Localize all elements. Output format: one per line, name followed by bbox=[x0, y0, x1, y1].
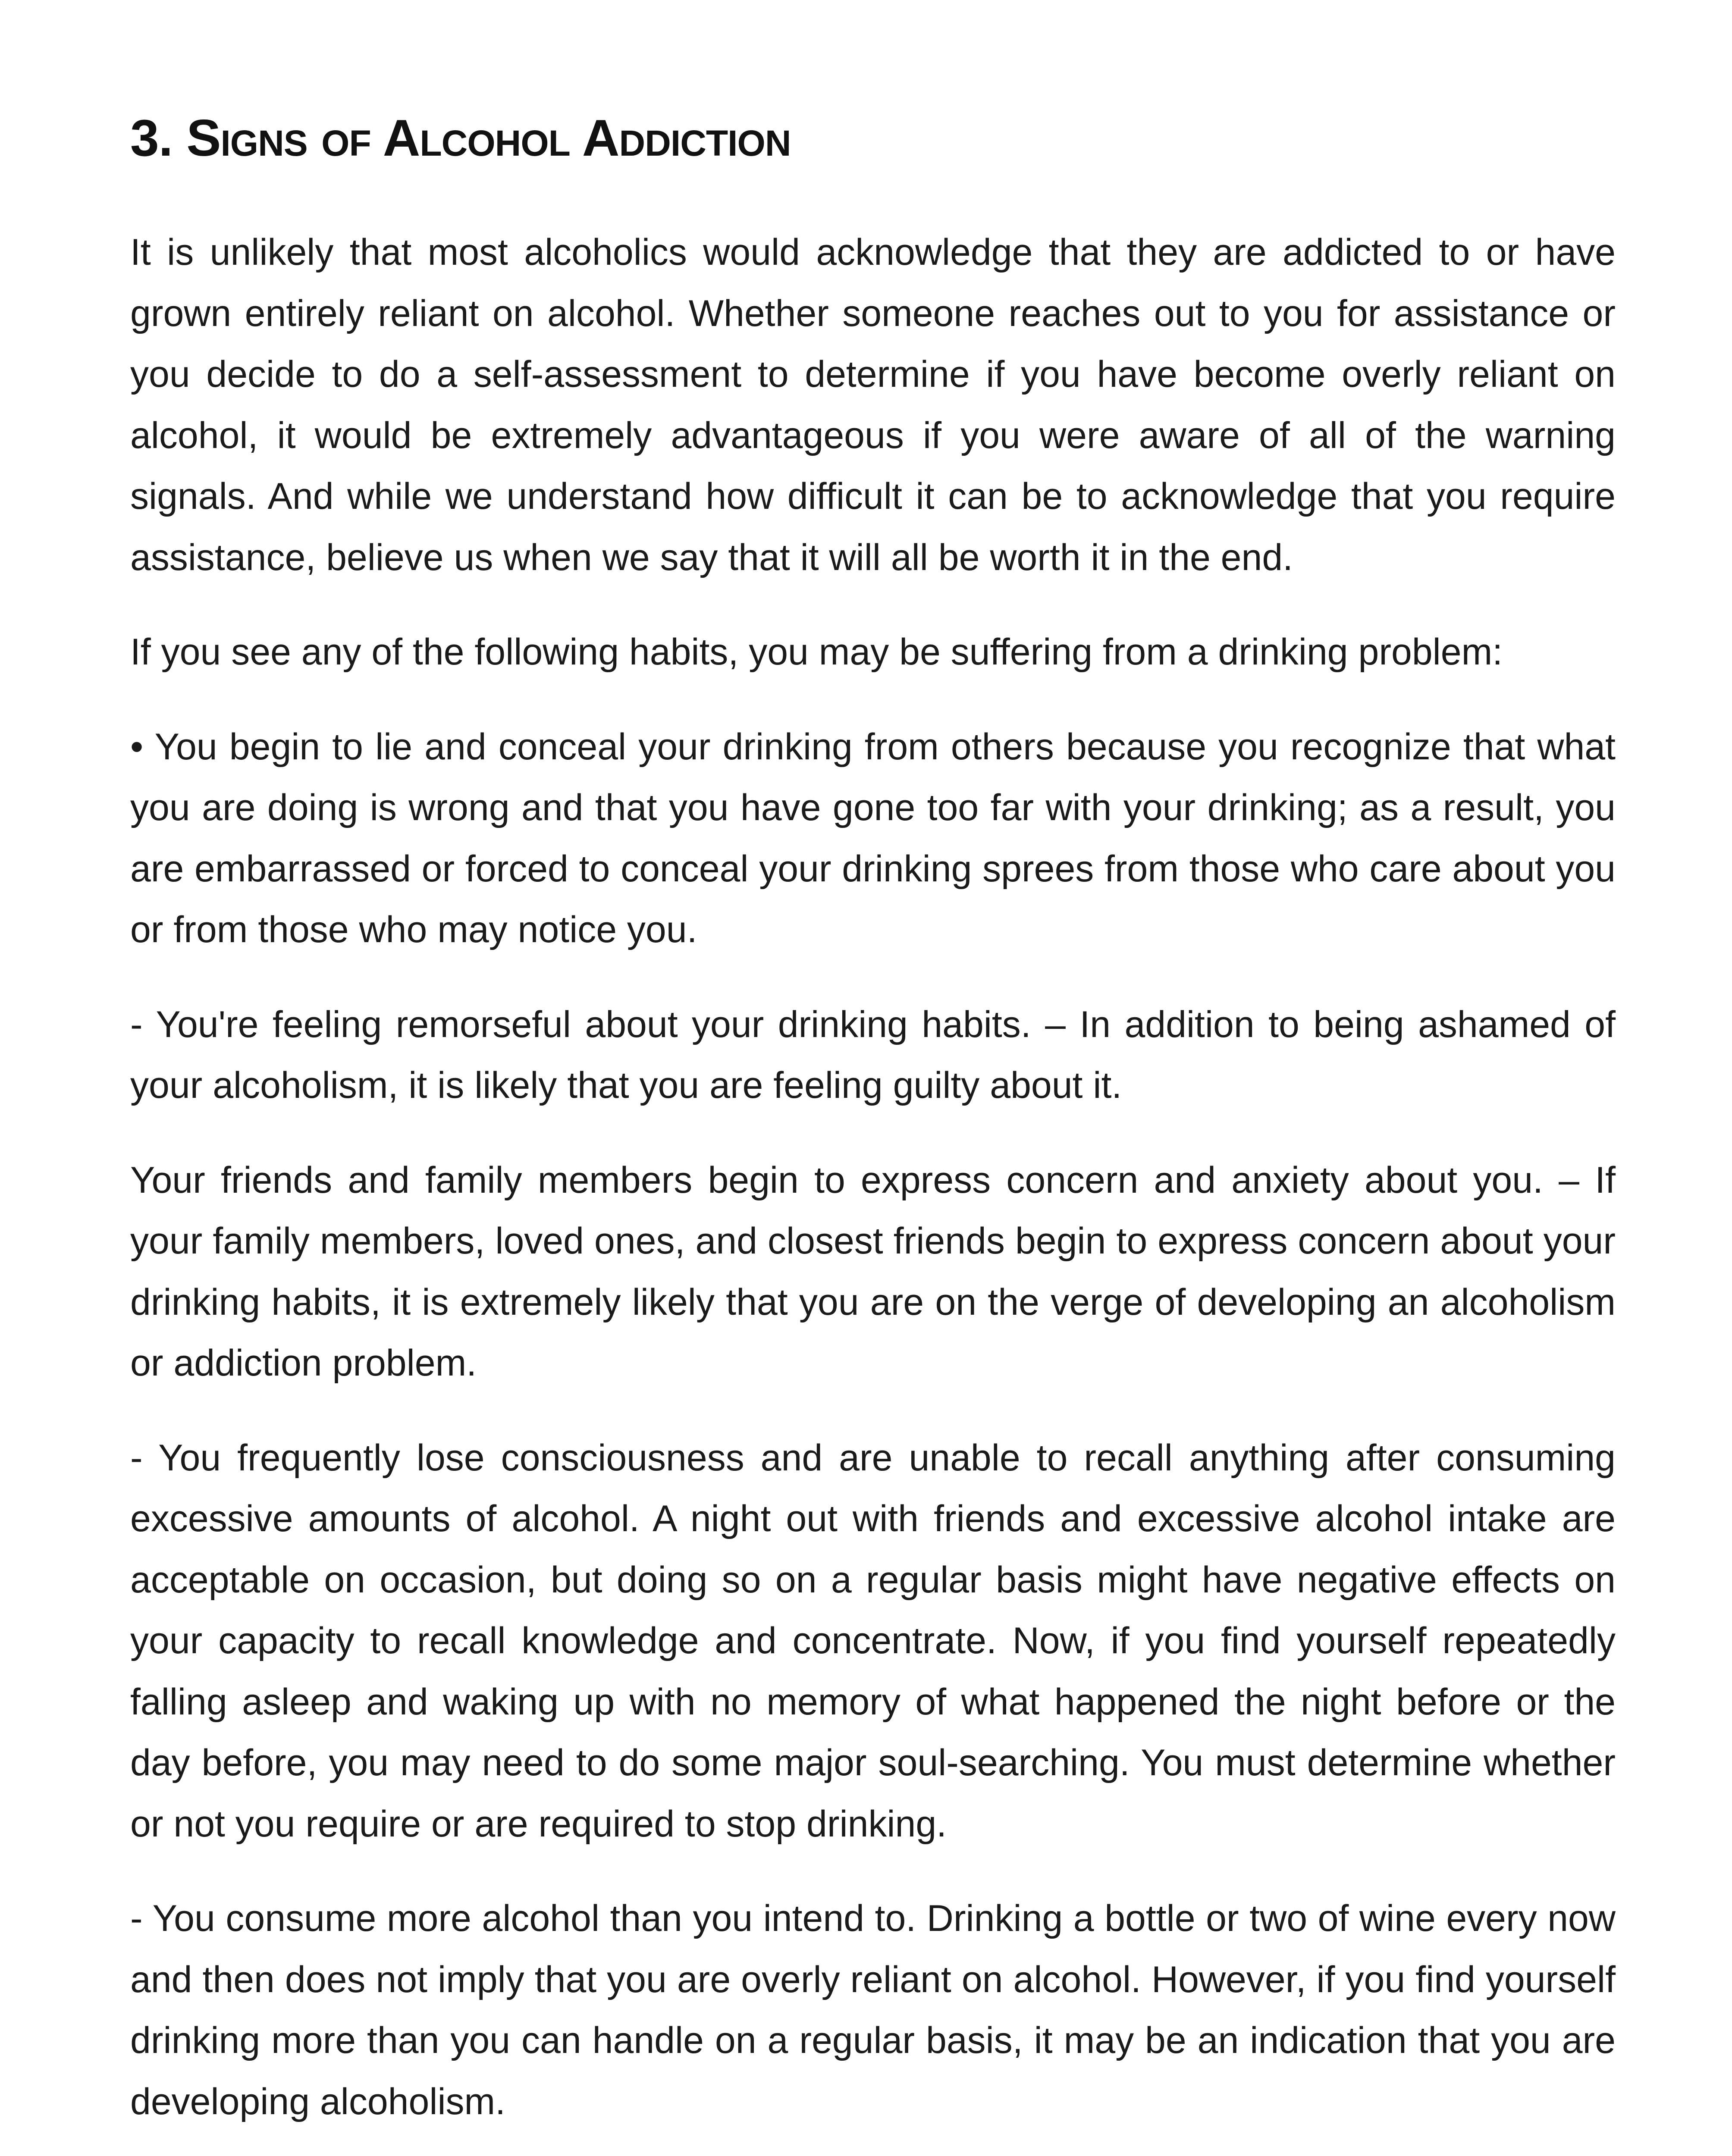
paragraph-intro: It is unlikely that most alcoholics would acknowledge that they are addicted to or have grown entirely reliant on alcohol. Whether someone reaches out to you for assistance or you decide to do a self-assessment to determine if you have become overly reliant on alcohol, it would be extremely advantageous if you were aware of all of the warning signals. And while we understand how difficult it can be to acknowledge that you require assistance, believe us when we say that it will all be worth it in the end. bbox=[130, 232, 1616, 578]
paragraph-consume-more: - You consume more alcohol than you intend to. Drinking a bottle or two of wine every now and then does not imply that you are overly reliant on alcohol. However, if you find yourself drinking more than you can handle on a regular basis, it may be an indication that you are developing alcoholism. bbox=[130, 1898, 1616, 2122]
paragraph-habits-lead: If you see any of the following habits, you may be suffering from a drinking problem: bbox=[130, 631, 1503, 673]
paragraph-blackouts: - You frequently lose consciousness and are unable to recall anything after consuming excessive amounts of alcohol. A night out with friends and excessive alcohol intake are acceptable on occasion, but doing so on a regular basis might have negative effects on your capacity to recall knowledge and concentrate. Now, if you find yourself repeatedly falling asleep and waking up with no memory of what happened the night before or the day before, you may need to do some major soul-searching. You must determine whether or not you require or are required to stop drinking. bbox=[130, 1437, 1616, 1845]
paragraph-lying-concealing: • You begin to lie and conceal your drinking from others because you recognize that what you are doing is wrong and that you have gone too far with your drinking; as a result, you are embarrassed or forced to conceal your drinking sprees from those who care about you or from those who may notice you. bbox=[130, 726, 1616, 950]
paragraph-family-concern: Your friends and family members begin to express concern and anxiety about you. – If your family members, loved ones, and closest friends begin to express concern about your drinking habits, it is extremely likely that you are on the verge of developing an alcoholism or addiction problem. bbox=[130, 1159, 1616, 1384]
chapter-heading: 3. Signs of Alcohol Addiction bbox=[130, 109, 791, 167]
paragraph-remorse: - You're feeling remorseful about your drinking habits. – In addition to being ashamed of your alcoholism, it is likely that you are feeling guilty about it. bbox=[130, 1003, 1616, 1106]
